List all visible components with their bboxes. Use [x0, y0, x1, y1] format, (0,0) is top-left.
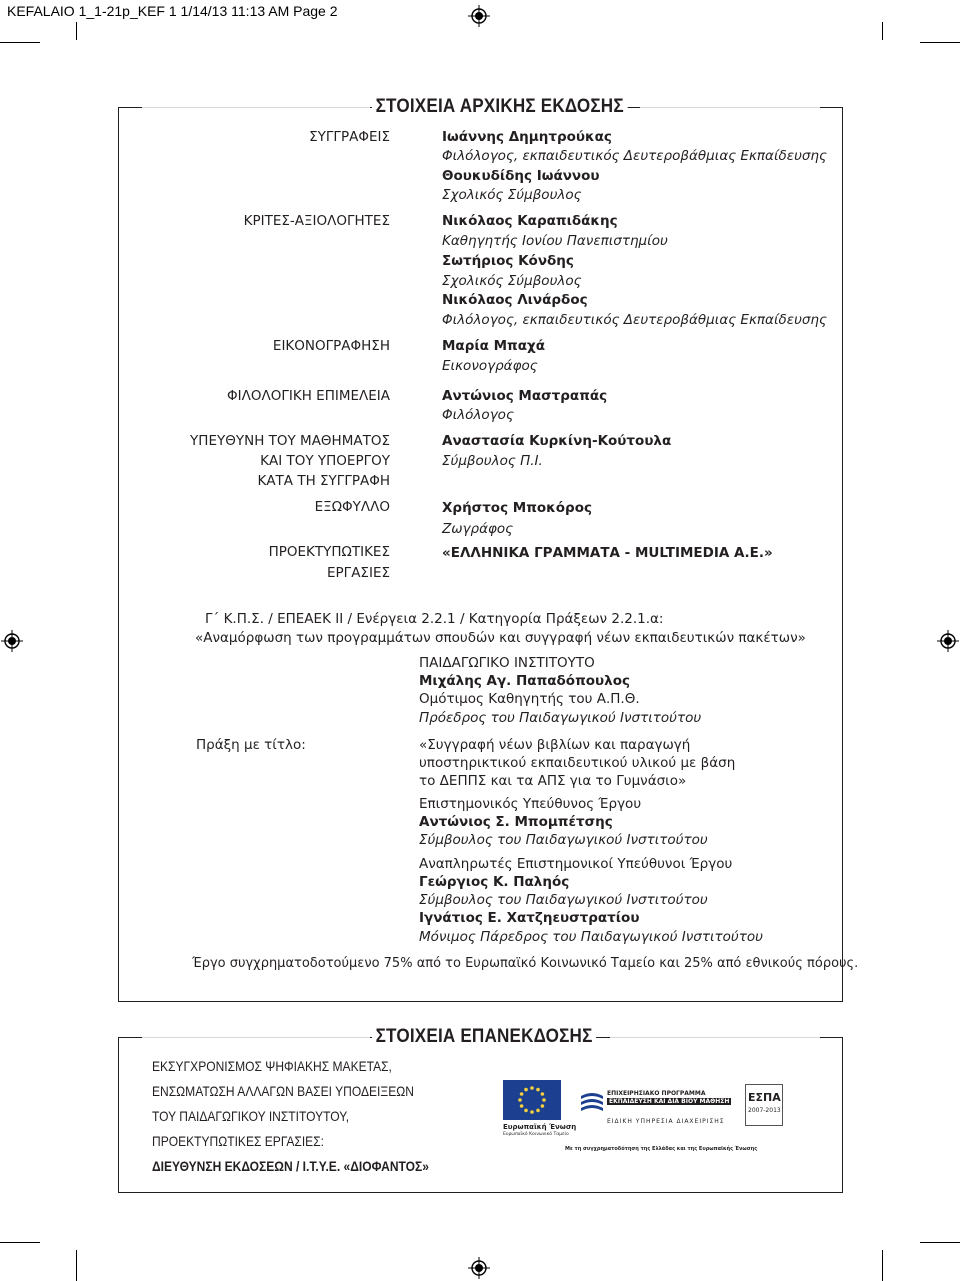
reissue-line-5: ΔΙΕΥΘΥΝΣΗ ΕΚΔΟΣΕΩΝ / Ι.Τ.Υ.Ε. «ΔΙΟΦΑΝΤΟΣ» [152, 1158, 429, 1174]
reissue-line-3: ΤΟΥ ΠΑΙΔΑΓΩΓΙΚΟΥ ΙΝΣΤΙΤΟΥΤΟΥ, [152, 1108, 350, 1124]
label-authors: ΣΥΓΓΡΑΦΕΙΣ [309, 129, 390, 145]
scientific-lead-label: Επιστημονικός Υπεύθυνος Έργου [419, 796, 642, 812]
reissue-heading: ΣΤΟΙΧΕΙΑ ΕΠΑΝΕΚΔΟΣΗΣ [372, 1026, 596, 1048]
institute-head-name: Μιχάλης Αγ. Παπαδόπουλος [419, 673, 630, 689]
author-1-role: Φιλόλογος, εκπαιδευτικός Δευτεροβάθμιας Εκπαίδευσης [442, 148, 827, 164]
greek-flag-wave-icon [579, 1090, 605, 1116]
funding-logos [503, 1080, 783, 1158]
action-label: Πράξη με τίτλο: [196, 737, 306, 753]
reissue-line-2: ΕΝΣΩΜΑΤΩΣΗ ΑΛΛΑΓΩΝ ΒΑΣΕΙ ΥΠΟΔΕΙΞΕΩΝ [152, 1083, 414, 1099]
program-line: Γ΄ Κ.Π.Σ. / ΕΠΕΑΕΚ ΙΙ / Ενέργεια 2.2.1 / Κατηγορία Πράξεων 2.2.1.α: [205, 611, 664, 627]
crop-mark [882, 22, 883, 40]
heading-rule-right [640, 107, 820, 108]
scientific-lead-role: Σύμβουλος του Παιδαγωγικού Ινστιτούτου [419, 832, 708, 848]
reissue-line-1: ΕΚΣΥΓΧΡΟΝΙΣΜΟΣ ΨΗΦΙΑΚΗΣ ΜΑΚΕΤΑΣ, [152, 1058, 392, 1074]
registration-mark-left [1, 630, 23, 652]
reissue-line-4: ΠΡΟΕΚΤΥΠΩΤΙΚΕΣ ΕΡΓΑΣΙΕΣ: [152, 1133, 325, 1149]
label-prepress-2: ΕΡΓΑΣΙΕΣ [327, 565, 390, 581]
funding-note: Έργο συγχρηματοδοτούμενο 75% από το Ευρωπαϊκό Κοινωνικό Ταμείο και 25% από εθνικούς πόρους. [192, 956, 859, 971]
cover-artist-role: Ζωγράφος [442, 521, 514, 537]
label-prepress-1: ΠΡΟΕΚΤΥΠΩΤΙΚΕΣ [268, 544, 390, 560]
scientific-lead-name: Αντώνιος Σ. Μπομπέτσης [419, 814, 613, 830]
registration-mark-right [937, 630, 959, 652]
eu-subcaption: Ευρωπαϊκό Κοινωνικό Ταμείο [503, 1132, 569, 1137]
crop-mark [920, 1242, 960, 1243]
deputy-2-role: Μόνιμος Πάρεδρος του Παιδαγωγικού Ινστιτούτου [419, 929, 763, 945]
deputy-1-name: Γεώργιος Κ. Παληός [419, 874, 570, 890]
op-line-1: ΕΠΙΧΕΙΡΗΣΙΑΚΟ ΠΡΟΓΡΑΜΜΑ [607, 1090, 706, 1097]
heading-rule-left [142, 107, 370, 108]
label-editing: ΦΙΛΟΛΟΓΙΚΗ ΕΠΙΜΕΛΕΙΑ [227, 388, 390, 404]
responsible-name: Αναστασία Κυρκίνη-Κούτουλα [442, 433, 672, 449]
action-title-line-1: «Συγγραφή νέων βιβλίων και παραγωγή [419, 737, 691, 753]
eu-caption: Ευρωπαϊκή Ένωση [503, 1123, 577, 1131]
label-responsible-3: ΚΑΤΑ ΤΗ ΣΥΓΓΡΑΦΗ [257, 473, 390, 489]
deputies-label: Αναπληρωτές Επιστημονικοί Υπεύθυνοι Έργου [419, 856, 733, 872]
crop-mark [920, 42, 960, 43]
label-responsible-2: ΚΑΙ ΤΟΥ ΥΠΟΕΡΓΟΥ [260, 453, 390, 469]
eu-flag-icon [503, 1080, 561, 1120]
label-reviewers: ΚΡΙΤΕΣ-ΑΞΙΟΛΟΓΗΤΕΣ [243, 213, 390, 229]
reviewer-2-name: Σωτήριος Κόνδης [442, 253, 574, 269]
institute-head-title: Ομότιμος Καθηγητής του Α.Π.Θ. [419, 691, 640, 707]
cofunding-note: Με τη συγχρηματοδότηση της Ελλάδας και της Ευρωπαϊκής Ένωσης [565, 1146, 758, 1152]
espa-logo [745, 1084, 783, 1126]
reviewer-3-name: Νικόλαος Λινάρδος [442, 292, 588, 308]
crop-mark [76, 22, 77, 40]
prepress-company: «ΕΛΛΗΝΙΚΑ ΓΡΑΜΜΑΤΑ - MULTIMEDIA Α.Ε.» [442, 545, 773, 561]
action-title-line-2: υποστηρικτικού εκπαιδευτικού υλικού με βάση [419, 755, 736, 771]
reissue-rule-right [610, 1037, 820, 1038]
op-line-3: ΕΙΔΙΚΗ ΥΠΗΡΕΣΙΑ ΔΙΑΧΕΙΡΙΣΗΣ [607, 1118, 725, 1125]
responsible-role: Σύμβουλος Π.Ι. [442, 453, 543, 469]
op-line-2: ΕΚΠΑΙΔΕΥΣΗ ΚΑΙ ΔΙΑ ΒΙΟΥ ΜΑΘΗΣΗ [609, 1098, 730, 1105]
printer-slug: KEFALAIO 1_1-21p_KEF 1 1/14/13 11:13 AM Page 2 [7, 3, 338, 19]
espa-years: 2007-2013 [748, 1107, 781, 1114]
reviewer-1-name: Νικόλαος Καραπιδάκης [442, 213, 618, 229]
deputy-1-role: Σύμβουλος του Παιδαγωγικού Ινστιτούτου [419, 892, 708, 908]
reviewer-2-role: Σχολικός Σύμβουλος [442, 273, 582, 289]
illustrator-name: Μαρία Μπαχά [442, 338, 545, 354]
registration-mark-top [468, 5, 490, 27]
institute-name: ΠΑΙΔΑΓΩΓΙΚΟ ΙΝΣΤΙΤΟΥΤΟ [419, 655, 595, 671]
label-cover: ΕΞΩΦΥΛΛΟ [314, 499, 390, 515]
deputy-2-name: Ιγνάτιος Ε. Χατζηευστρατίου [419, 910, 640, 926]
crop-mark [0, 1242, 40, 1243]
cover-artist-name: Χρήστος Μποκόρος [442, 500, 592, 516]
reviewer-1-role: Καθηγητής Ιονίου Πανεπιστημίου [442, 233, 668, 249]
author-1-name: Ιωάννης Δημητρούκας [442, 129, 612, 145]
crop-mark [882, 1250, 883, 1281]
first-edition-heading: ΣΤΟΙΧΕΙΑ ΑΡΧΙΚΗΣ ΕΚΔΟΣΗΣ [372, 96, 627, 118]
espa-label: ΕΣΠΑ [748, 1091, 781, 1104]
reissue-rule-left [142, 1037, 370, 1038]
editor-name: Αντώνιος Μαστραπάς [442, 388, 608, 404]
institute-head-role: Πρόεδρος του Παιδαγωγικού Ινστιτούτου [419, 710, 702, 726]
author-2-name: Θουκυδίδης Ιωάννου [442, 168, 600, 184]
illustrator-role: Εικονογράφος [442, 358, 538, 374]
label-responsible-1: ΥΠΕΥΘΥΝΗ ΤΟΥ ΜΑΘΗΜΑΤΟΣ [190, 433, 390, 449]
program-title: «Αναμόρφωση των προγραμμάτων σπουδών και συγγραφή νέων εκπαιδευτικών πακέτων» [195, 630, 806, 646]
reviewer-3-role: Φιλόλογος, εκπαιδευτικός Δευτεροβάθμιας Εκπαίδευσης [442, 312, 827, 328]
editor-role: Φιλόλογος [442, 407, 514, 423]
author-2-role: Σχολικός Σύμβουλος [442, 187, 582, 203]
action-title-line-3: το ΔΕΠΠΣ και τα ΑΠΣ για το Γυμνάσιο» [419, 773, 687, 789]
label-illustration: ΕΙΚΟΝΟΓΡΑΦΗΣΗ [272, 338, 390, 354]
registration-mark-bottom [468, 1257, 490, 1279]
crop-mark [76, 1250, 77, 1281]
crop-mark [0, 42, 40, 43]
